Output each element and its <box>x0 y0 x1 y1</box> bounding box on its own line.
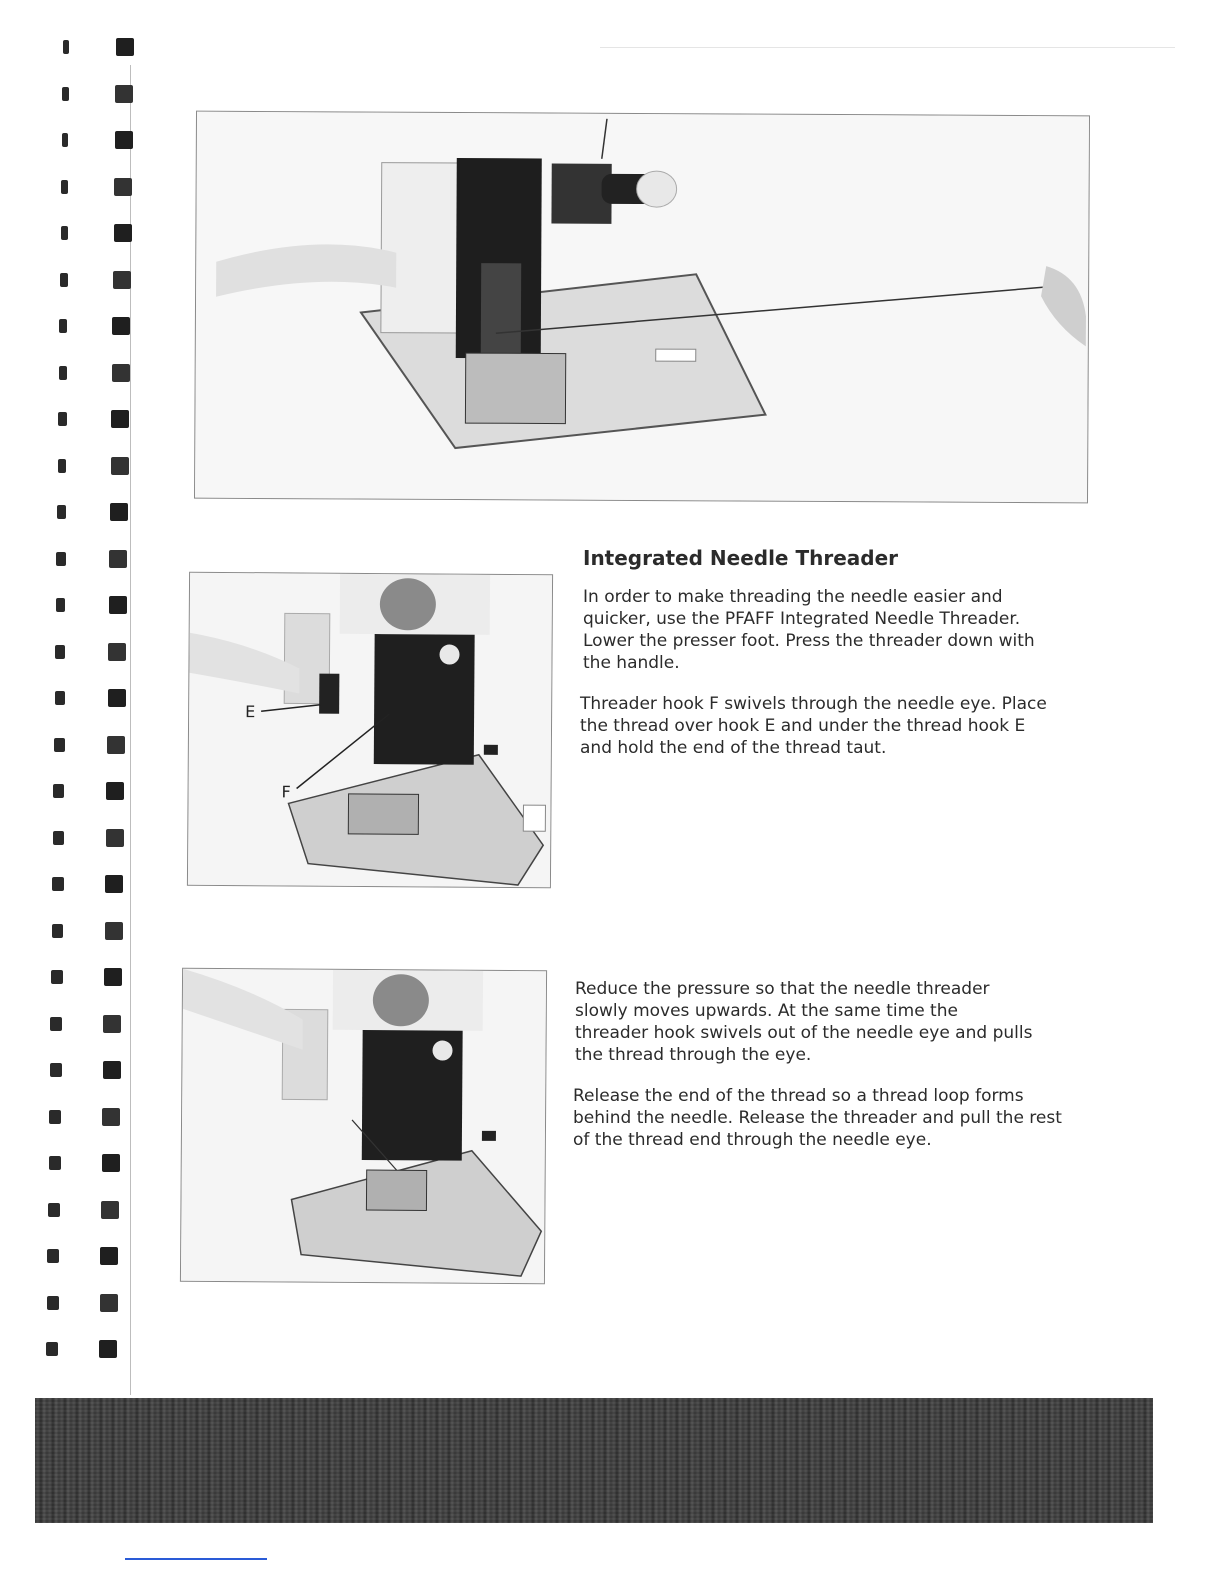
binding-hole-right <box>106 829 124 847</box>
binding-hole-left <box>58 412 66 426</box>
binding-hole-left <box>53 831 64 845</box>
binding-hole-left <box>47 1249 59 1263</box>
binding-hole-right <box>115 85 133 103</box>
paragraph-intro: In order to make threading the needle easier and quicker, use the PFAFF Integrated Needle Threader. Lower the presser foot. Press the threader down with the handle. <box>583 587 1035 673</box>
binding-hole-right <box>109 550 127 568</box>
binding-hole-left <box>62 133 69 147</box>
figure-threader-hooks <box>187 572 553 889</box>
binding-hole-left <box>51 970 63 984</box>
bottom-accent-line <box>125 1558 267 1560</box>
binding-hole-left <box>57 505 66 519</box>
binding-hole-left <box>47 1296 59 1310</box>
binding-hole-left <box>48 1203 60 1217</box>
binding-hole-left <box>52 877 63 891</box>
section-heading: Integrated Needle Threader <box>583 546 898 570</box>
binding-hole-left <box>61 226 68 240</box>
top-edge-shadow <box>600 47 1175 48</box>
binding-hole-left <box>53 784 64 798</box>
binding-hole-left <box>54 738 65 752</box>
binding-hole-right <box>114 178 132 196</box>
binding-hole-left <box>58 459 67 473</box>
binding-hole-left <box>63 40 69 54</box>
binding-hole-left <box>50 1063 62 1077</box>
paragraph-reduce-pressure: Reduce the pressure so that the needle threader slowly moves upwards. At the same time the threader hook swivels out of the needle eye and pulls the thread through the eye. <box>575 979 1033 1065</box>
binding-hole-left <box>56 598 66 612</box>
label-f: F <box>281 782 291 802</box>
binding-hole-left <box>49 1156 61 1170</box>
binding-hole-left <box>61 180 68 194</box>
paragraph-hook-f: Threader hook F swivels through the needle eye. Place the thread over hook E and under the thread hook E and hold the end of the thread taut. <box>580 694 1047 758</box>
figure-threading-overview <box>194 111 1090 504</box>
binding-hole-left <box>55 645 65 659</box>
binding-hole-right <box>115 131 133 149</box>
binding-hole-left <box>62 87 68 101</box>
label-e: E <box>245 702 256 722</box>
binding-hole-right <box>102 1108 120 1126</box>
binding-hole-right <box>99 1340 117 1358</box>
binding-hole-left <box>60 273 68 287</box>
binding-hole-right <box>114 224 132 242</box>
binding-hole-left <box>46 1342 58 1356</box>
binding-hole-left <box>59 366 67 380</box>
binding-hole-right <box>112 364 130 382</box>
binding-edge-line <box>130 65 131 1395</box>
binding-hole-left <box>55 691 65 705</box>
binding-hole-left <box>59 319 67 333</box>
binding-hole-left <box>49 1110 61 1124</box>
binding-hole-right <box>108 689 126 707</box>
binding-hole-right <box>107 736 125 754</box>
binding-hole-left <box>56 552 65 566</box>
binding-hole-left <box>52 924 64 938</box>
binding-hole-right <box>116 38 134 56</box>
binding-hole-right <box>105 875 123 893</box>
scan-dark-band <box>35 1398 1153 1523</box>
binding-hole-right <box>104 968 122 986</box>
binding-hole-right <box>113 271 131 289</box>
binding-hole-right <box>105 922 123 940</box>
binding-hole-right <box>108 643 126 661</box>
spiral-binding <box>30 30 140 1400</box>
figure-threader-release <box>180 968 547 1285</box>
binding-hole-right <box>103 1015 121 1033</box>
binding-hole-right <box>102 1154 120 1172</box>
binding-hole-right <box>111 410 129 428</box>
binding-hole-right <box>106 782 124 800</box>
binding-hole-right <box>110 503 128 521</box>
binding-hole-right <box>111 457 129 475</box>
binding-hole-left <box>50 1017 62 1031</box>
binding-hole-right <box>101 1201 119 1219</box>
binding-hole-right <box>103 1061 121 1079</box>
paragraph-release-thread: Release the end of the thread so a thread loop forms behind the needle. Release the threader and pull the rest of the thread end through the needle eye. <box>573 1086 1062 1150</box>
binding-hole-right <box>112 317 130 335</box>
binding-hole-right <box>109 596 127 614</box>
binding-hole-right <box>100 1294 118 1312</box>
binding-hole-right <box>100 1247 118 1265</box>
